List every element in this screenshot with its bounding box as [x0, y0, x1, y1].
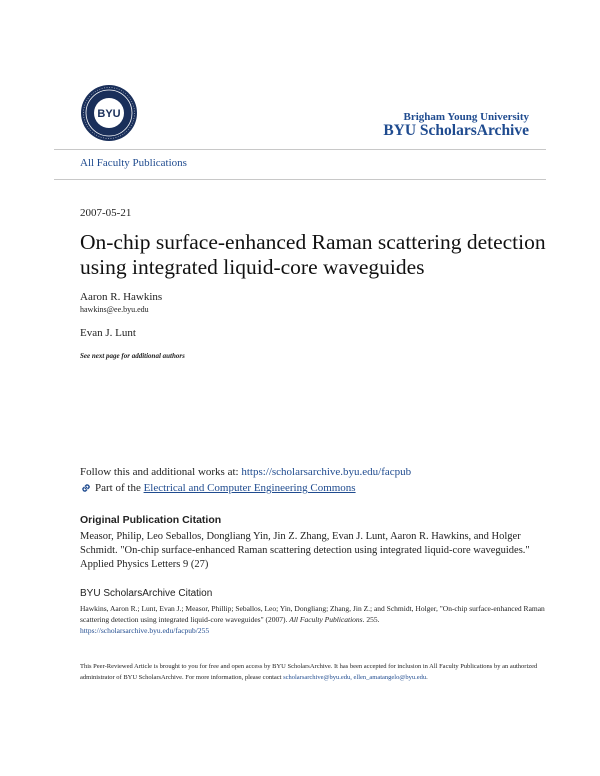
network-commons-icon: [80, 482, 92, 494]
author-name: Evan J. Lunt: [80, 327, 136, 339]
collection-url-link[interactable]: https://scholarsarchive.byu.edu/facpub: [241, 466, 412, 478]
byu-citation-number: . 255.: [362, 615, 380, 624]
notice-end: .: [426, 674, 428, 681]
author-name: Aaron R. Hawkins: [80, 291, 163, 303]
citation-url-link[interactable]: https://scholarsarchive.byu.edu/facpub/255: [80, 626, 210, 635]
byu-citation-text: [80, 603, 545, 636]
follow-prefix: Follow this and additional works at:: [80, 466, 242, 478]
author-email[interactable]: hawkins@ee.byu.edu: [80, 305, 149, 314]
byu-citation-heading: BYU ScholarsArchive Citation: [80, 588, 213, 599]
byu-citation-main: Hawkins, Aaron R.; Lunt, Evan J.; Measor, Phillip; Seballos, Leo; Yin, Dongliang; Zhang, Jin Z.; and Schmidt, Holger, "On-chip surface-enhanced Raman scattering detection using integrated liquid-core waveguides" (2007).: [80, 604, 545, 624]
part-of-line: [80, 482, 356, 494]
archive-name[interactable]: BYU ScholarsArchive: [383, 122, 529, 139]
see-next-page-note: See next page for additional authors: [80, 352, 185, 360]
follow-line: [80, 466, 411, 478]
collection-link[interactable]: All Faculty Publications: [80, 157, 187, 169]
byu-citation-series: All Faculty Publications: [289, 615, 363, 624]
divider: [54, 179, 546, 180]
publication-date: 2007-05-21: [80, 207, 132, 219]
commons-link[interactable]: Electrical and Computer Engineering Commons: [143, 482, 356, 494]
institution-name[interactable]: Brigham Young University: [403, 111, 529, 123]
contact-emails-link[interactable]: scholarsarchive@byu.edu, ellen_amatangelo@byu.edu: [283, 674, 427, 681]
divider: [54, 149, 546, 150]
original-citation-heading: Original Publication Citation: [80, 514, 222, 526]
byu-seal-logo: [80, 84, 138, 142]
partof-prefix: Part of the: [95, 482, 144, 494]
paper-title: On-chip surface-enhanced Raman scattering detection using integrated liquid-core waveguides: [80, 230, 546, 279]
original-citation-text: Measor, Philip, Leo Seballos, Dongliang Yin, Jin Z. Zhang, Evan J. Lunt, Aaron R. Hawkins, and Holger Schmidt. "On-chip surface-enhanced Raman scattering detection using integrated liquid-core waveguides." Applied Physics Letters 9 (27): [80, 531, 530, 570]
access-notice: [80, 661, 550, 683]
notice-text: This Peer-Reviewed Article is brought to you for free and open access by BYU ScholarsArchive. It has been accepted for inclusion in All Faculty Publications by an authorized administrator of BYU ScholarsArchive. For more information, please contact: [80, 663, 538, 681]
seal-text: BYU: [97, 108, 121, 120]
